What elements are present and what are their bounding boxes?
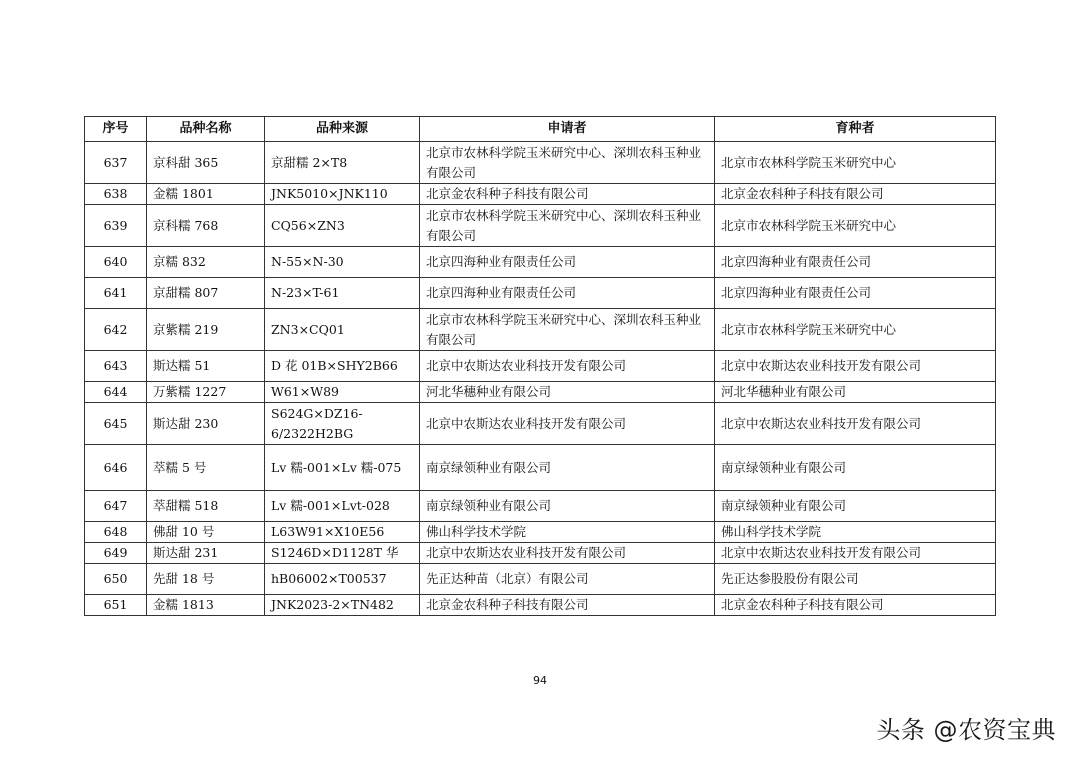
header-variety-name: 品种名称 [147,117,265,142]
cell-breeder: 北京市农林科学院玉米研究中心 [715,205,996,247]
cell-variety-source: S1246D×D1128T 华 [265,543,420,564]
cell-variety-name: 京科甜 365 [147,142,265,184]
table-row [85,491,996,522]
cell-breeder: 南京绿领种业有限公司 [715,445,996,491]
cell-variety-name: 佛甜 10 号 [147,522,265,543]
cell-applicant: 北京中农斯达农业科技开发有限公司 [420,543,715,564]
cell-applicant: 南京绿领种业有限公司 [420,445,715,491]
cell-variety-source: S624G×DZ16-6/2322H2BG [265,403,420,445]
cell-variety-name: 京甜糯 807 [147,278,265,309]
table-row [85,142,996,184]
watermark-text: 头条 @农资宝典 [876,716,1056,744]
cell-breeder: 北京中农斯达农业科技开发有限公司 [715,403,996,445]
cell-applicant: 佛山科学技术学院 [420,522,715,543]
cell-applicant: 北京中农斯达农业科技开发有限公司 [420,351,715,382]
cell-breeder: 南京绿领种业有限公司 [715,491,996,522]
table-row [85,564,996,595]
cell-variety-name: 金糯 1801 [147,184,265,205]
table-row [85,309,996,351]
cell-variety-name: 万紫糯 1227 [147,382,265,403]
cell-variety-name: 京糯 832 [147,247,265,278]
table-row [85,184,996,205]
cell-variety-name: 斯达甜 230 [147,403,265,445]
cell-serial-no: 637 [85,142,147,184]
table-row [85,205,996,247]
cell-serial-no: 643 [85,351,147,382]
cell-variety-source: N-23×T-61 [265,278,420,309]
cell-applicant: 先正达种苗（北京）有限公司 [420,564,715,595]
cell-breeder: 北京四海种业有限责任公司 [715,247,996,278]
cell-serial-no: 639 [85,205,147,247]
cell-variety-name: 萃糯 5 号 [147,445,265,491]
table-row [85,247,996,278]
page-number: 94 [533,674,547,687]
cell-serial-no: 638 [85,184,147,205]
cell-serial-no: 649 [85,543,147,564]
cell-applicant: 北京四海种业有限责任公司 [420,247,715,278]
cell-variety-source: L63W91×X10E56 [265,522,420,543]
header-serial-no: 序号 [85,117,147,142]
cell-applicant: 北京市农林科学院玉米研究中心、深圳农科玉种业有限公司 [420,142,715,184]
table-row [85,351,996,382]
cell-variety-name: 京科糯 768 [147,205,265,247]
cell-variety-name: 斯达糯 51 [147,351,265,382]
table-row [85,445,996,491]
cell-serial-no: 644 [85,382,147,403]
table-body [85,142,996,616]
cell-variety-source: N-55×N-30 [265,247,420,278]
cell-serial-no: 651 [85,595,147,616]
cell-variety-source: 京甜糯 2×T8 [265,142,420,184]
cell-variety-source: ZN3×CQ01 [265,309,420,351]
table-row [85,403,996,445]
cell-serial-no: 641 [85,278,147,309]
cell-applicant: 北京四海种业有限责任公司 [420,278,715,309]
cell-breeder: 北京金农科种子科技有限公司 [715,595,996,616]
cell-variety-name: 京紫糯 219 [147,309,265,351]
cell-applicant: 北京中农斯达农业科技开发有限公司 [420,403,715,445]
cell-serial-no: 642 [85,309,147,351]
cell-serial-no: 648 [85,522,147,543]
table-header-row [85,117,996,142]
cell-variety-source: JNK5010×JNK110 [265,184,420,205]
cell-serial-no: 646 [85,445,147,491]
cell-breeder: 北京金农科种子科技有限公司 [715,184,996,205]
variety-table [84,116,996,616]
table-row [85,543,996,564]
cell-variety-source: hB06002×T00537 [265,564,420,595]
cell-variety-name: 斯达甜 231 [147,543,265,564]
cell-variety-source: Lv 糯-001×Lv 糯-075 [265,445,420,491]
cell-breeder: 佛山科学技术学院 [715,522,996,543]
cell-variety-source: D 花 01B×SHY2B66 [265,351,420,382]
cell-breeder: 北京市农林科学院玉米研究中心 [715,309,996,351]
cell-breeder: 北京中农斯达农业科技开发有限公司 [715,351,996,382]
cell-variety-name: 先甜 18 号 [147,564,265,595]
cell-variety-name: 萃甜糯 518 [147,491,265,522]
table-row [85,382,996,403]
cell-applicant: 北京金农科种子科技有限公司 [420,595,715,616]
cell-serial-no: 645 [85,403,147,445]
cell-applicant: 河北华穗种业有限公司 [420,382,715,403]
table-row [85,278,996,309]
cell-variety-name: 金糯 1813 [147,595,265,616]
cell-applicant: 北京市农林科学院玉米研究中心、深圳农科玉种业有限公司 [420,205,715,247]
header-breeder: 育种者 [715,117,996,142]
cell-applicant: 北京市农林科学院玉米研究中心、深圳农科玉种业有限公司 [420,309,715,351]
header-applicant: 申请者 [420,117,715,142]
cell-serial-no: 647 [85,491,147,522]
header-variety-source: 品种来源 [265,117,420,142]
cell-breeder: 北京中农斯达农业科技开发有限公司 [715,543,996,564]
cell-variety-source: CQ56×ZN3 [265,205,420,247]
table-row [85,522,996,543]
cell-serial-no: 640 [85,247,147,278]
table-row [85,595,996,616]
cell-variety-source: W61×W89 [265,382,420,403]
cell-applicant: 北京金农科种子科技有限公司 [420,184,715,205]
cell-breeder: 北京市农林科学院玉米研究中心 [715,142,996,184]
cell-breeder: 河北华穗种业有限公司 [715,382,996,403]
cell-applicant: 南京绿领种业有限公司 [420,491,715,522]
cell-serial-no: 650 [85,564,147,595]
cell-variety-source: JNK2023-2×TN482 [265,595,420,616]
cell-breeder: 北京四海种业有限责任公司 [715,278,996,309]
cell-variety-source: Lv 糯-001×Lvt-028 [265,491,420,522]
cell-breeder: 先正达参股股份有限公司 [715,564,996,595]
